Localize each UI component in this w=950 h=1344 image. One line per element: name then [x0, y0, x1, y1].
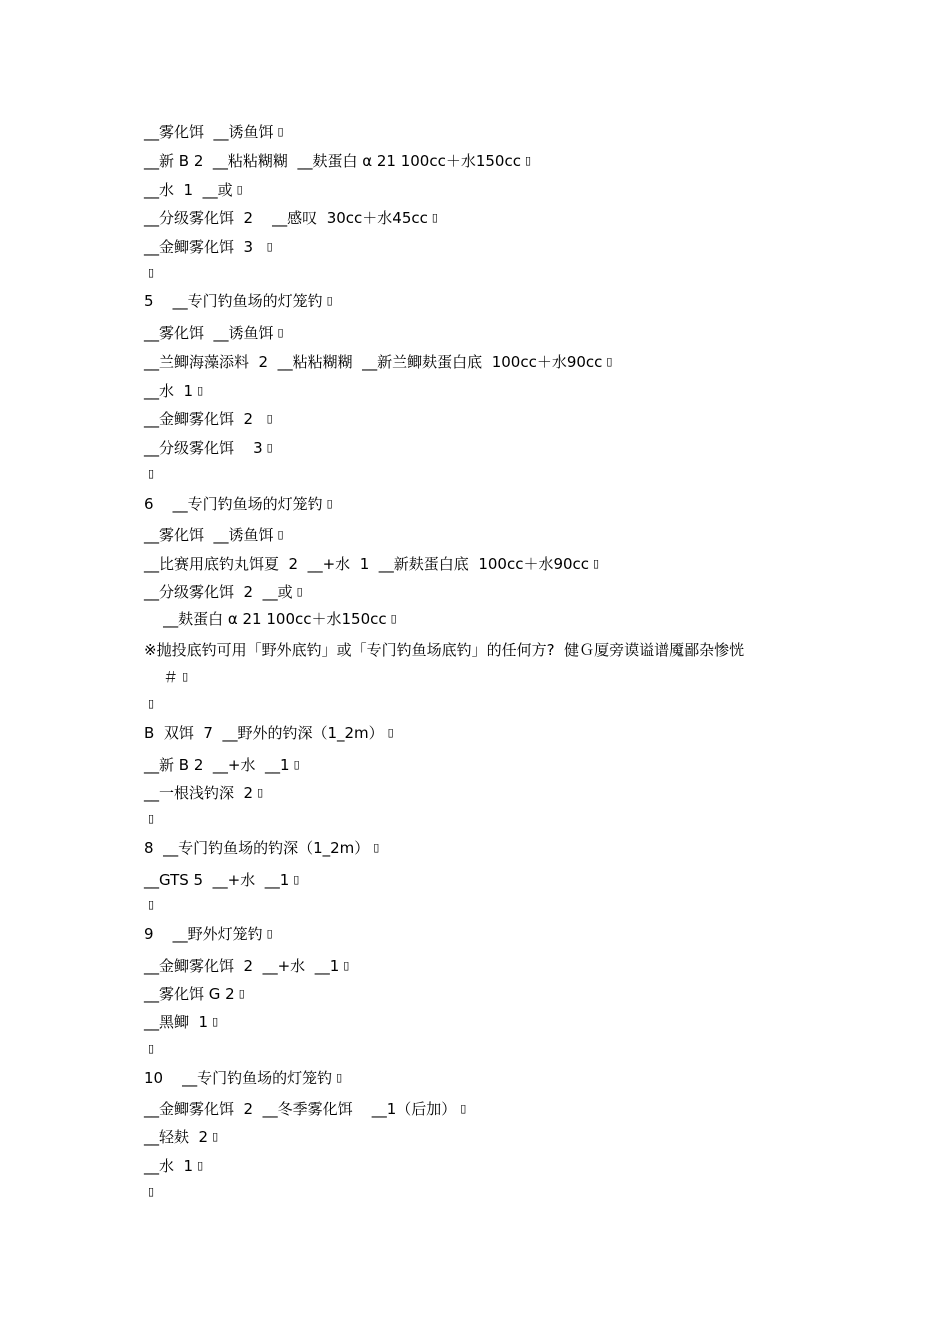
section-heading [144, 1068, 342, 1088]
text-line [144, 409, 273, 429]
blank-line [144, 1039, 154, 1059]
text-line [144, 122, 284, 142]
text-line [144, 381, 203, 401]
text-line [144, 208, 438, 228]
paragraph-mark-icon: ▯ [212, 1130, 219, 1143]
paragraph-mark-icon: ▯ [277, 125, 284, 138]
line-text: __雾化饵 G 2 [144, 985, 235, 1003]
paragraph-mark-icon: ▯ [336, 1071, 343, 1084]
line-text: __新 B 2 __粘粘糊糊 __麸蛋白 α 21 100cc＋水150cc [144, 152, 521, 170]
note-line [144, 640, 748, 660]
paragraph-mark-icon: ▯ [148, 898, 155, 911]
blank-line [144, 694, 154, 714]
paragraph-mark-icon: ▯ [148, 467, 155, 480]
paragraph-mark-icon: ▯ [266, 412, 273, 425]
text-line [144, 151, 531, 171]
section-heading [144, 838, 379, 858]
line-text: ＃ [144, 668, 179, 686]
line-text: __麸蛋白 α 21 100cc＋水150cc [144, 610, 387, 628]
line-text: __雾化饵 __诱鱼饵 [144, 123, 274, 141]
paragraph-mark-icon: ▯ [197, 1159, 204, 1172]
line-text: __雾化饵 __诱鱼饵 [144, 526, 274, 544]
blank-line [144, 464, 154, 484]
text-line [144, 1156, 203, 1176]
paragraph-mark-icon: ▯ [326, 294, 333, 307]
paragraph-mark-icon: ▯ [148, 266, 155, 279]
paragraph-mark-icon: ▯ [296, 585, 303, 598]
text-line [144, 609, 397, 629]
paragraph-mark-icon: ▯ [266, 441, 273, 454]
paragraph-mark-icon: ▯ [373, 841, 380, 854]
blank-line [144, 809, 154, 829]
line-text: __金鲫雾化饵 2 __冬季雾化饵 __1（后加） [144, 1100, 457, 1118]
paragraph-mark-icon: ▯ [277, 528, 284, 541]
text-line [144, 1012, 218, 1032]
text-line [144, 525, 284, 545]
paragraph-mark-icon: ▯ [257, 786, 264, 799]
section-heading [144, 924, 273, 944]
line-text: 8 __专门钓鱼场的钓深（1_2m） [144, 839, 370, 857]
text-line [144, 870, 299, 890]
paragraph-mark-icon: ▯ [326, 497, 333, 510]
note-line-continued [144, 667, 188, 687]
paragraph-mark-icon: ▯ [236, 183, 243, 196]
text-line [144, 1099, 466, 1119]
line-text: __水 1 [144, 1157, 194, 1175]
paragraph-mark-icon: ▯ [148, 1042, 155, 1055]
paragraph-mark-icon: ▯ [390, 612, 397, 625]
blank-line [144, 1182, 154, 1202]
blank-line [144, 263, 154, 283]
paragraph-mark-icon: ▯ [387, 726, 394, 739]
paragraph-mark-icon: ▯ [293, 758, 300, 771]
paragraph-mark-icon: ▯ [148, 812, 155, 825]
line-text: __黑鲫 1 [144, 1013, 209, 1031]
line-text: __金鲫雾化饵 3 [144, 238, 263, 256]
text-line [144, 237, 273, 257]
text-line [144, 984, 245, 1004]
paragraph-mark-icon: ▯ [343, 959, 350, 972]
line-text: __新 B 2 __+水 __1 [144, 756, 290, 774]
text-line [144, 554, 599, 574]
text-line [144, 323, 284, 343]
text-line [144, 582, 303, 602]
text-line [144, 956, 349, 976]
paragraph-mark-icon: ▯ [238, 987, 245, 1000]
line-text: B 双饵 7 __野外的钓深（1_2m） [144, 724, 384, 742]
paragraph-mark-icon: ▯ [148, 1185, 155, 1198]
blank-line [144, 895, 154, 915]
line-text: __比赛用底钓丸饵夏 2 __+水 1 __新麸蛋白底 100cc＋水90cc [144, 555, 590, 573]
paragraph-mark-icon: ▯ [277, 326, 284, 339]
paragraph-mark-icon: ▯ [431, 211, 438, 224]
line-text: __兰鲫海藻添料 2 __粘粘糊糊 __新兰鲫麸蛋白底 100cc＋水90cc [144, 353, 603, 371]
line-text: __金鲫雾化饵 2 [144, 410, 263, 428]
paragraph-mark-icon: ▯ [197, 384, 204, 397]
line-text: __分级雾化饵 3 [144, 439, 263, 457]
line-text: __分级雾化饵 2 __感叹 30cc＋水45cc [144, 209, 428, 227]
text-line [144, 783, 263, 803]
line-text: 10 __专门钓鱼场的灯笼钓 [144, 1069, 333, 1087]
line-text: ※抛投底钓可用「野外底钓」或「专门钓鱼场底钓」的任何方? 健Ｇ厦旁谟谥谱魇鄙杂惨恍 [144, 641, 745, 659]
line-text: __GTS 5 __+水 __1 [144, 871, 290, 889]
paragraph-mark-icon: ▯ [266, 240, 273, 253]
paragraph-mark-icon: ▯ [182, 670, 189, 683]
paragraph-mark-icon: ▯ [293, 873, 300, 886]
line-text: __雾化饵 __诱鱼饵 [144, 324, 274, 342]
line-text: __水 1 [144, 382, 194, 400]
line-text: __水 1 __或 [144, 181, 233, 199]
text-line [144, 180, 243, 200]
line-text: 9 __野外灯笼钓 [144, 925, 263, 943]
line-text: __分级雾化饵 2 __或 [144, 583, 293, 601]
text-line [144, 438, 273, 458]
text-line [144, 352, 612, 372]
section-heading [144, 723, 394, 743]
text-line [144, 1127, 218, 1147]
section-heading [144, 291, 333, 311]
paragraph-mark-icon: ▯ [524, 154, 532, 167]
line-text: __金鲫雾化饵 2 __+水 __1 [144, 957, 340, 975]
paragraph-mark-icon: ▯ [266, 927, 273, 940]
section-heading [144, 494, 333, 514]
paragraph-mark-icon: ▯ [460, 1102, 467, 1115]
paragraph-mark-icon: ▯ [212, 1015, 219, 1028]
text-line [144, 755, 300, 775]
paragraph-mark-icon: ▯ [148, 697, 155, 710]
paragraph-mark-icon: ▯ [593, 557, 600, 570]
paragraph-mark-icon: ▯ [606, 355, 613, 368]
line-text: __轻麸 2 [144, 1128, 209, 1146]
line-text: 6 __专门钓鱼场的灯笼钓 [144, 495, 323, 513]
line-text: __一根浅钓深 2 [144, 784, 254, 802]
line-text: 5 __专门钓鱼场的灯笼钓 [144, 292, 323, 310]
